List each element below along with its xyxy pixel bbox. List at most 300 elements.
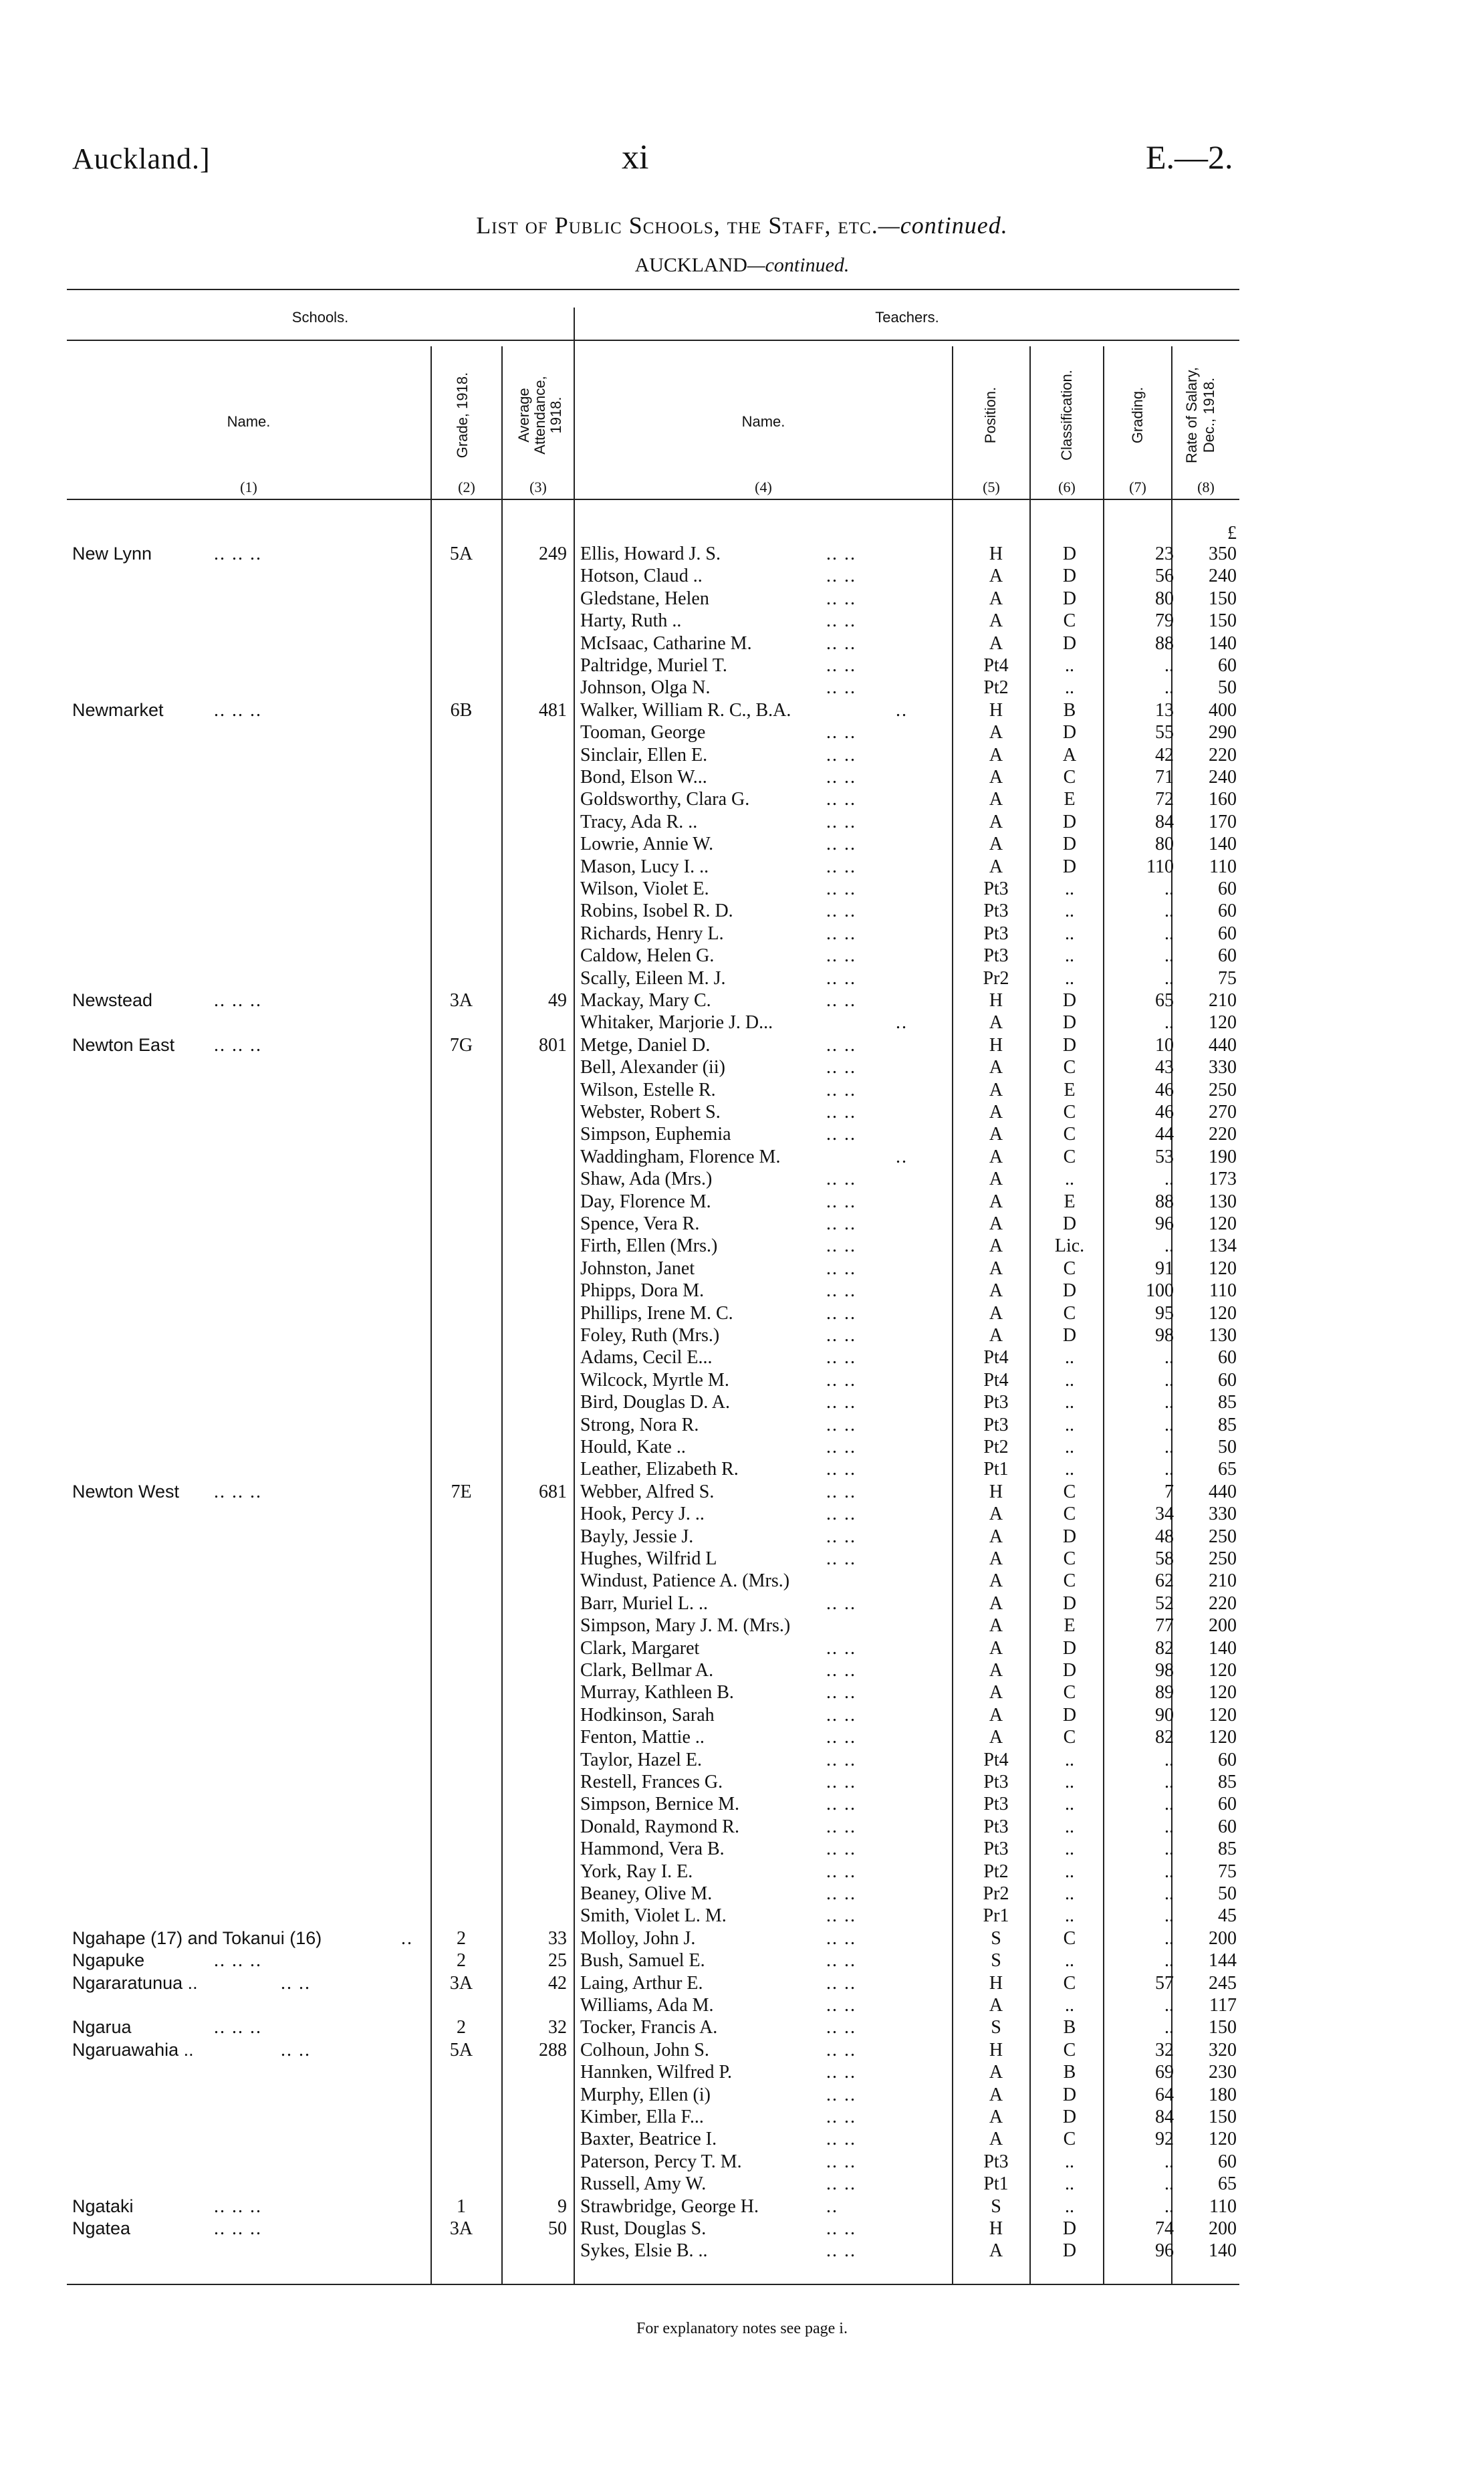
teacher-name: Wilson, Estelle R.	[580, 1079, 716, 1100]
table-row	[0, 1146, 1484, 1168]
teacher-grading: 89	[1155, 1682, 1174, 1703]
teacher-salary: 60	[1218, 901, 1237, 922]
table-row	[0, 856, 1484, 878]
table-row	[0, 2151, 1484, 2173]
page-number: xi	[622, 138, 649, 176]
teacher-grading: 53	[1155, 1146, 1174, 1167]
teacher-grading: 43	[1155, 1057, 1174, 1078]
school-name: Newton East	[72, 1034, 175, 1055]
teacher-grading: 74	[1155, 2218, 1174, 2239]
teacher-grading: ..	[1164, 878, 1174, 899]
teacher-classification: ..	[1065, 923, 1074, 944]
school-leader-dots: ..	[401, 1927, 413, 1949]
teacher-classification: ..	[1065, 1861, 1074, 1882]
teacher-position: A	[989, 1325, 1003, 1346]
teacher-grading: 79	[1155, 610, 1174, 632]
teacher-leader-dots: .. ..	[826, 1034, 856, 1056]
teacher-classification: ..	[1065, 878, 1074, 899]
teacher-salary: 75	[1218, 967, 1237, 989]
teacher-classification: C	[1063, 1927, 1076, 1949]
teacher-name: Ellis, Howard J. S.	[580, 544, 721, 564]
school-leader-dots: .. .. ..	[214, 1034, 262, 1056]
teacher-grading: ..	[1164, 1816, 1174, 1837]
teacher-position: H	[989, 544, 1003, 564]
school-name-heading: Name.	[227, 413, 271, 430]
teacher-salary: 440	[1209, 1034, 1237, 1056]
teacher-salary: 400	[1209, 699, 1237, 721]
teacher-name: Hughes, Wilfrid L	[580, 1548, 717, 1569]
grading-heading: Grading.	[1129, 386, 1146, 444]
teacher-salary: 60	[1218, 655, 1237, 676]
school-attendance: 50	[548, 2218, 567, 2239]
teacher-leader-dots: .. ..	[826, 1704, 856, 1726]
teacher-grading: 72	[1155, 789, 1174, 810]
table-row	[0, 1726, 1484, 1748]
teacher-salary: 240	[1209, 767, 1237, 788]
teacher-classification: D	[1062, 811, 1077, 832]
teacher-salary: 120	[1209, 1682, 1237, 1703]
teacher-leader-dots: .. ..	[826, 2084, 856, 2105]
teacher-name: Murray, Kathleen B.	[580, 1682, 734, 1703]
col-number-2: (2)	[458, 479, 475, 495]
table-row	[0, 543, 1484, 565]
teacher-salary: 150	[1209, 2017, 1237, 2038]
teacher-position: Pt3	[983, 1794, 1009, 1815]
school-grade: 3A	[449, 2218, 473, 2239]
teacher-grading: ..	[1164, 1437, 1174, 1457]
teacher-position: A	[989, 2129, 1003, 2150]
table-row	[0, 989, 1484, 1012]
teacher-position: A	[989, 1102, 1003, 1122]
teacher-name: Hammond, Vera B.	[580, 1839, 725, 1860]
teacher-salary: 65	[1218, 2173, 1237, 2195]
teacher-position: A	[989, 1504, 1003, 1525]
teacher-name: Kimber, Ella F...	[580, 2107, 704, 2127]
teacher-salary: 110	[1209, 2196, 1237, 2217]
teacher-position: A	[989, 1548, 1003, 1569]
teacher-grading: 57	[1155, 1972, 1174, 1994]
teacher-position: A	[989, 1615, 1003, 1637]
teacher-classification: C	[1063, 1570, 1076, 1592]
table-row	[0, 1570, 1484, 1592]
teacher-leader-dots: .. ..	[826, 677, 856, 699]
teacher-name: Day, Florence M.	[580, 1191, 711, 1212]
teacher-leader-dots: .. ..	[826, 1102, 856, 1122]
teacher-leader-dots: .. ..	[826, 1235, 856, 1257]
table-row	[0, 1123, 1484, 1145]
teacher-salary: 220	[1209, 744, 1237, 765]
teacher-salary: 50	[1218, 1437, 1237, 1457]
teacher-salary: 134	[1209, 1235, 1237, 1257]
table-row	[0, 2196, 1484, 2218]
teacher-position: Pr2	[983, 1883, 1009, 1904]
teacher-grading: ..	[1164, 2196, 1174, 2217]
teacher-classification: C	[1063, 1057, 1076, 1078]
teacher-position: A	[989, 566, 1003, 587]
teacher-salary: 130	[1209, 1325, 1237, 1346]
table-row	[0, 1458, 1484, 1480]
teacher-classification: ..	[1065, 1347, 1074, 1369]
teacher-leader-dots: .. ..	[826, 1191, 856, 1212]
teacher-leader-dots: .. ..	[826, 1548, 856, 1569]
teacher-salary: 130	[1209, 1191, 1237, 1212]
school-name: Newstead	[72, 990, 153, 1010]
teacher-grading: 46	[1155, 1102, 1174, 1122]
teacher-grading: ..	[1164, 1794, 1174, 1815]
teacher-leader-dots: .. ..	[826, 2017, 856, 2038]
teacher-salary: 440	[1209, 1481, 1237, 1502]
teacher-leader-dots: .. ..	[826, 1794, 856, 1815]
teacher-leader-dots: .. ..	[826, 566, 856, 587]
teacher-position: Pt3	[983, 945, 1009, 967]
teacher-salary: 120	[1209, 1012, 1237, 1034]
table-row	[0, 1637, 1484, 1659]
teacher-leader-dots: .. ..	[826, 2218, 856, 2239]
teacher-name: Clark, Bellmar A.	[580, 1660, 714, 1681]
teacher-position: H	[989, 2218, 1003, 2239]
teacher-salary: 200	[1209, 1927, 1237, 1949]
teacher-position: Pt3	[983, 923, 1009, 944]
teacher-grading: 98	[1155, 1660, 1174, 1681]
teacher-classification: C	[1063, 1504, 1076, 1525]
teacher-leader-dots: .. ..	[826, 834, 856, 855]
teacher-position: A	[989, 856, 1003, 877]
teacher-grading: 7	[1164, 1481, 1174, 1502]
table-row	[0, 788, 1484, 810]
teacher-salary: 350	[1209, 544, 1237, 564]
district-name: AUCKLAND	[634, 254, 747, 276]
district-subtitle	[0, 254, 1484, 277]
school-grade: 7G	[449, 1034, 473, 1056]
teacher-leader-dots: .. ..	[826, 1927, 856, 1949]
teacher-leader-dots: .. ..	[826, 811, 856, 832]
school-name: Ngapuke	[72, 1950, 145, 1971]
teacher-leader-dots: .. ..	[826, 1057, 856, 1078]
teacher-salary: 140	[1209, 2240, 1237, 2262]
teacher-leader-dots: .. ..	[826, 2039, 856, 2060]
teacher-grading: 91	[1155, 1258, 1174, 1279]
salary-heading-text: Rate of Salary, Dec., 1918.	[1183, 367, 1217, 463]
school-leader-dots: .. .. ..	[214, 2218, 262, 2239]
teacher-leader-dots: .. ..	[826, 923, 856, 944]
teacher-name: Baxter, Beatrice I.	[580, 2129, 717, 2150]
teacher-leader-dots: .. ..	[826, 655, 856, 676]
teacher-salary: 250	[1209, 1526, 1237, 1547]
teacher-leader-dots: .. ..	[826, 789, 856, 810]
teacher-position: Pt1	[983, 2173, 1009, 2195]
teacher-leader-dots: ..	[896, 1146, 908, 1167]
table-row	[0, 923, 1484, 945]
teacher-grading: 71	[1155, 767, 1174, 788]
school-name: Ngarua	[72, 2017, 132, 2038]
teacher-salary: 50	[1218, 677, 1237, 699]
teacher-name: Mason, Lucy I. ..	[580, 856, 709, 877]
teacher-grading: 55	[1155, 722, 1174, 743]
col-number-7: (7)	[1129, 479, 1146, 495]
school-attendance: 249	[539, 544, 567, 564]
teacher-leader-dots: .. ..	[826, 1972, 856, 1994]
teacher-name: Donald, Raymond R.	[580, 1816, 739, 1837]
teacher-salary: 290	[1209, 722, 1237, 743]
table-row	[0, 588, 1484, 610]
teacher-position: Pt3	[983, 1839, 1009, 1860]
table-row	[0, 1436, 1484, 1458]
teacher-salary: 85	[1218, 1392, 1237, 1413]
table-row	[0, 1749, 1484, 1771]
table-bottom-rule	[67, 2284, 1239, 2285]
teacher-salary: 240	[1209, 566, 1237, 587]
teacher-grading: 58	[1155, 1548, 1174, 1569]
teacher-leader-dots: .. ..	[826, 1592, 856, 1614]
teacher-classification: ..	[1065, 1905, 1074, 1927]
table-row	[0, 1369, 1484, 1391]
teacher-name: Phipps, Dora M.	[580, 1280, 705, 1302]
school-grade: 1	[457, 2196, 466, 2217]
teacher-salary: 85	[1218, 1839, 1237, 1860]
teacher-grading: ..	[1164, 1839, 1174, 1860]
teacher-position: Pt4	[983, 1749, 1009, 1770]
teacher-classification: D	[1062, 834, 1077, 855]
school-name: Ngaruawahia ..	[72, 2039, 194, 2060]
table-row	[0, 721, 1484, 743]
table-row	[0, 1168, 1484, 1190]
teacher-position: H	[989, 1034, 1003, 1056]
teacher-grading: ..	[1164, 2151, 1174, 2172]
teacher-grading: 80	[1155, 588, 1174, 609]
teacher-grading: 62	[1155, 1570, 1174, 1592]
teacher-name: Shaw, Ada (Mrs.)	[580, 1169, 713, 1190]
teacher-classification: D	[1062, 1012, 1077, 1034]
teacher-position: A	[989, 789, 1003, 810]
table-row	[0, 1346, 1484, 1369]
teacher-name: Simpson, Mary J. M. (Mrs.)	[580, 1615, 791, 1637]
col-number-6: (6)	[1058, 479, 1076, 495]
table-row	[0, 1258, 1484, 1280]
teacher-leader-dots: .. ..	[826, 1392, 856, 1413]
teacher-name: Firth, Ellen (Mrs.)	[580, 1235, 718, 1257]
teacher-salary: 270	[1209, 1102, 1237, 1122]
teacher-grading: ..	[1164, 1772, 1174, 1792]
teacher-classification: D	[1062, 588, 1077, 609]
teacher-classification: ..	[1065, 1169, 1074, 1190]
teacher-grading: 95	[1155, 1302, 1174, 1324]
teacher-salary: 60	[1218, 2151, 1237, 2172]
teacher-grading: ..	[1164, 1927, 1174, 1949]
teacher-classification: C	[1063, 767, 1076, 788]
teacher-salary: 60	[1218, 1749, 1237, 1770]
table-row	[0, 833, 1484, 855]
teacher-position: A	[989, 2240, 1003, 2262]
teacher-salary: 245	[1209, 1972, 1237, 1994]
teacher-name: Bird, Douglas D. A.	[580, 1392, 730, 1413]
teacher-name: Lowrie, Annie W.	[580, 834, 714, 855]
salary-heading	[1183, 358, 1237, 472]
school-name: New Lynn	[72, 544, 152, 564]
teacher-name-heading: Name.	[741, 413, 785, 430]
table-row	[0, 1213, 1484, 1235]
teacher-position: A	[989, 1057, 1003, 1078]
teacher-position: H	[989, 2039, 1003, 2060]
teacher-position: H	[989, 699, 1003, 721]
teacher-salary: 200	[1209, 2218, 1237, 2239]
teacher-grading: 10	[1155, 1034, 1174, 1056]
teacher-classification: D	[1062, 856, 1077, 877]
teacher-classification: D	[1062, 722, 1077, 743]
table-row	[0, 1771, 1484, 1793]
attendance-heading-text: Average Attendance, 1918.	[515, 376, 564, 455]
teacher-grading: 98	[1155, 1325, 1174, 1346]
teacher-name: Tooman, George	[580, 722, 706, 743]
teacher-position: Pt3	[983, 878, 1009, 899]
position-heading: Position.	[982, 386, 999, 444]
teacher-grading: ..	[1164, 1369, 1174, 1391]
teacher-position: A	[989, 2107, 1003, 2127]
teacher-grading: 96	[1155, 2240, 1174, 2262]
teacher-name: Rust, Douglas S.	[580, 2218, 707, 2239]
teacher-grading: ..	[1164, 1749, 1174, 1770]
teacher-position: A	[989, 2062, 1003, 2083]
teacher-classification: ..	[1065, 1816, 1074, 1837]
teacher-salary: 120	[1209, 1704, 1237, 1726]
teacher-salary: 150	[1209, 2107, 1237, 2127]
grade-heading: Grade, 1918.	[454, 372, 471, 459]
teacher-classification: C	[1063, 1548, 1076, 1569]
teacher-classification: ..	[1065, 1392, 1074, 1413]
table-row	[0, 1235, 1484, 1257]
school-name: Newton West	[72, 1481, 180, 1502]
teacher-classification: D	[1062, 1325, 1077, 1346]
teacher-name: Phillips, Irene M. C.	[580, 1302, 733, 1324]
teacher-classification: ..	[1065, 1414, 1074, 1435]
teacher-salary: 160	[1209, 789, 1237, 810]
teacher-salary: 60	[1218, 1347, 1237, 1369]
teacher-classification: D	[1062, 1660, 1077, 1681]
teacher-leader-dots: .. ..	[826, 1861, 856, 1882]
table-row	[0, 2039, 1484, 2061]
teacher-name: Bush, Samuel E.	[580, 1950, 705, 1972]
teacher-position: A	[989, 2084, 1003, 2105]
teacher-name: Robins, Isobel R. D.	[580, 901, 733, 922]
teacher-leader-dots: .. ..	[826, 1169, 856, 1190]
teacher-name: Clark, Margaret	[580, 1637, 700, 1659]
teacher-classification: D	[1062, 1637, 1077, 1659]
teacher-grading: ..	[1164, 1861, 1174, 1882]
teacher-position: A	[989, 1012, 1003, 1034]
school-attendance: 288	[539, 2039, 567, 2060]
school-grade: 2	[457, 1927, 466, 1949]
teacher-leader-dots: ..	[896, 1012, 908, 1034]
teacher-position: Pt3	[983, 901, 1009, 922]
teacher-grading: 23	[1155, 544, 1174, 564]
teacher-classification: D	[1062, 2107, 1077, 2127]
teacher-grading: ..	[1164, 1950, 1174, 1972]
teacher-grading: ..	[1164, 1347, 1174, 1369]
teacher-position: A	[989, 1995, 1003, 2016]
table-row	[0, 2106, 1484, 2128]
school-leader-dots: .. .. ..	[214, 1950, 262, 1972]
teacher-name: Waddingham, Florence M.	[580, 1146, 781, 1167]
teacher-classification: ..	[1065, 2196, 1074, 2217]
table-row	[0, 1548, 1484, 1570]
teacher-leader-dots: .. ..	[826, 1905, 856, 1927]
teacher-position: S	[991, 1950, 1001, 1972]
school-name: Ngataki	[72, 2196, 134, 2216]
teacher-grading: ..	[1164, 655, 1174, 676]
table-row	[0, 1883, 1484, 1905]
teacher-name: Wilcock, Myrtle M.	[580, 1369, 729, 1391]
teacher-classification: D	[1062, 1592, 1077, 1614]
teacher-classification: ..	[1065, 1459, 1074, 1480]
teacher-leader-dots: .. ..	[826, 610, 856, 632]
group-divider-rule	[67, 340, 1239, 341]
teacher-name: Bond, Elson W...	[580, 767, 707, 788]
teacher-name: Strong, Nora R.	[580, 1414, 699, 1435]
teacher-name: Caldow, Helen G.	[580, 945, 715, 967]
teacher-name: Hannken, Wilfred P.	[580, 2062, 732, 2083]
teacher-salary: 110	[1209, 856, 1237, 877]
teacher-salary: 180	[1209, 2084, 1237, 2105]
table-row	[0, 1905, 1484, 1927]
teacher-position: Pt1	[983, 1459, 1009, 1480]
teacher-salary: 120	[1209, 1660, 1237, 1681]
teacher-leader-dots: .. ..	[826, 967, 856, 989]
teacher-name: Molloy, John J.	[580, 1927, 696, 1949]
teacher-name: Restell, Frances G.	[580, 1772, 723, 1792]
teacher-position: Pt4	[983, 1347, 1009, 1369]
teacher-salary: 230	[1209, 2062, 1237, 2083]
teacher-salary: 190	[1209, 1146, 1237, 1167]
teacher-name: Williams, Ada M.	[580, 1995, 714, 2016]
teacher-position: A	[989, 1258, 1003, 1279]
teacher-name: Taylor, Hazel E.	[580, 1749, 702, 1770]
teacher-position: A	[989, 1526, 1003, 1547]
teacher-name: Whitaker, Marjorie J. D...	[580, 1012, 773, 1034]
teacher-salary: 200	[1209, 1615, 1237, 1637]
teacher-position: Pr2	[983, 967, 1009, 989]
table-row	[0, 766, 1484, 788]
teacher-position: A	[989, 744, 1003, 765]
teacher-name: Johnston, Janet	[580, 1258, 695, 1279]
teacher-classification: ..	[1065, 1839, 1074, 1860]
teacher-leader-dots: .. ..	[826, 1347, 856, 1369]
teacher-salary: 220	[1209, 1124, 1237, 1145]
table-row	[0, 1681, 1484, 1703]
teacher-classification: C	[1063, 1481, 1076, 1502]
teacher-classification: C	[1063, 1258, 1076, 1279]
teacher-classification: B	[1063, 2017, 1076, 2038]
col-number-3: (3)	[529, 479, 547, 495]
currency-symbol: £	[1227, 523, 1237, 544]
teacher-position: Pr1	[983, 1905, 1009, 1927]
teacher-classification: ..	[1065, 655, 1074, 676]
teacher-name: Russell, Amy W.	[580, 2173, 707, 2195]
school-attendance: 49	[548, 990, 567, 1011]
teacher-salary: 120	[1209, 1258, 1237, 1279]
table-row	[0, 1526, 1484, 1548]
teacher-leader-dots: .. ..	[826, 1459, 856, 1480]
teacher-salary: 330	[1209, 1504, 1237, 1525]
teacher-classification: C	[1063, 1972, 1076, 1994]
table-row	[0, 1927, 1484, 1949]
teacher-position: A	[989, 1146, 1003, 1167]
school-name: Ngararatunua ..	[72, 1972, 198, 1993]
page-title-continued: —continued.	[878, 212, 1008, 239]
teachers-group-heading: Teachers.	[875, 309, 939, 326]
table-row	[0, 1659, 1484, 1681]
teacher-position: Pt4	[983, 655, 1009, 676]
teacher-position: A	[989, 1592, 1003, 1614]
teacher-name: Leather, Elizabeth R.	[580, 1459, 739, 1480]
